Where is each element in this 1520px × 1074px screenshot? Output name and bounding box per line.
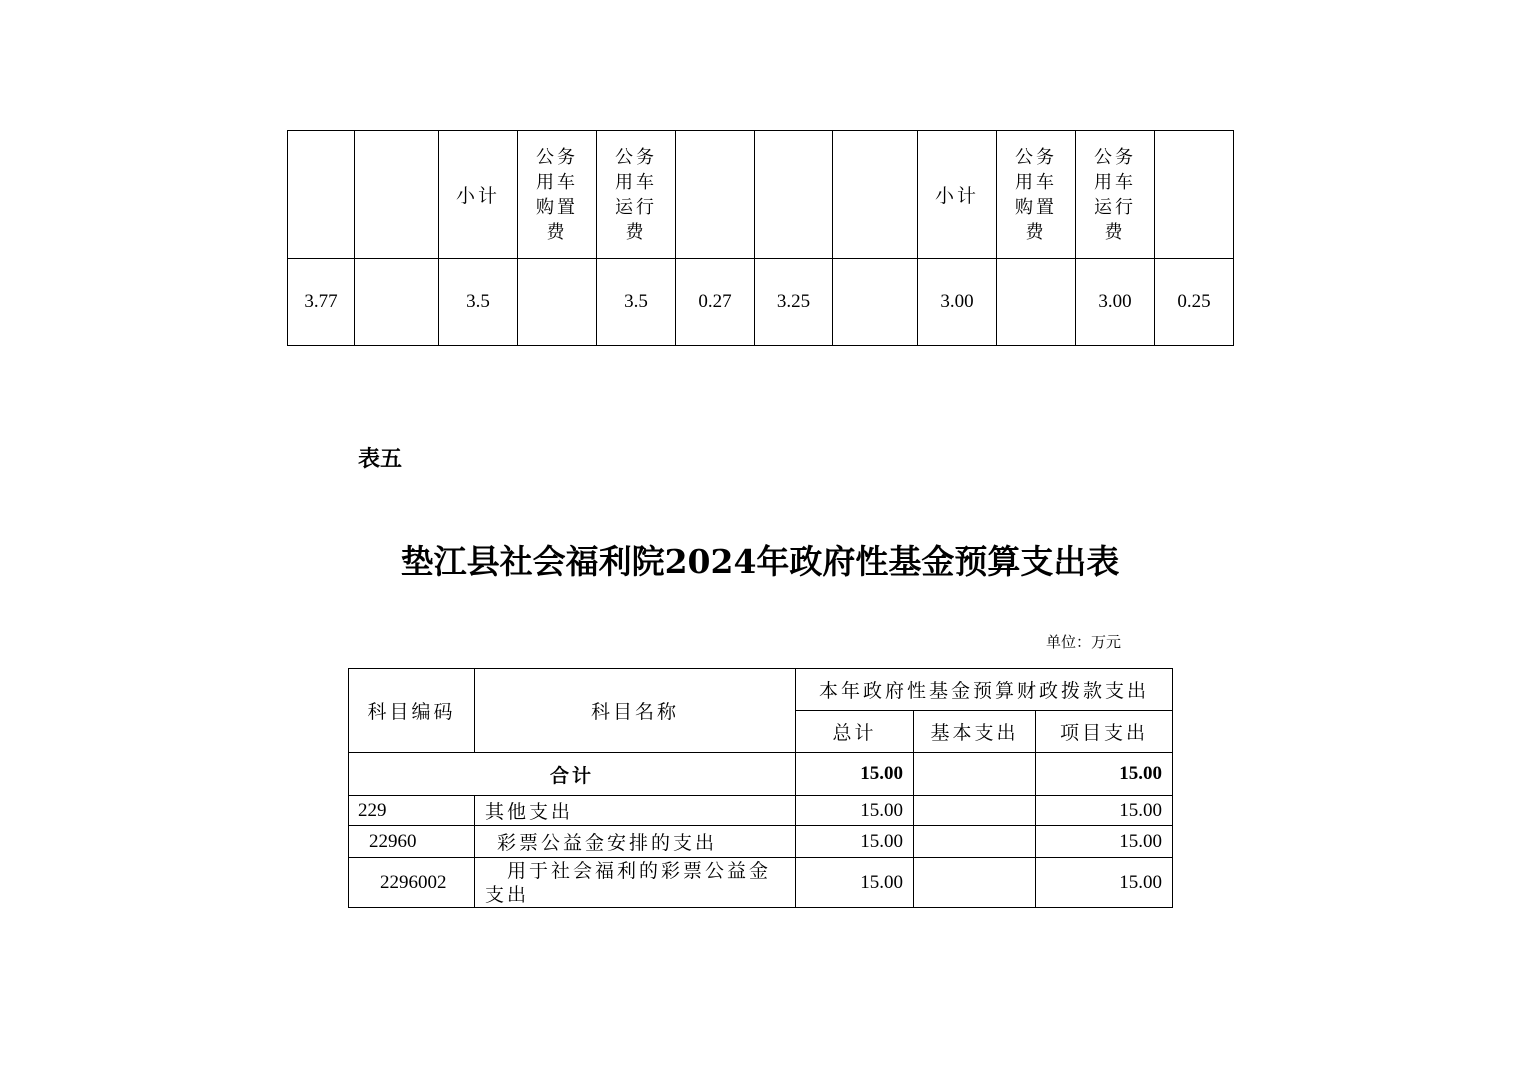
header-text-line: 购置 [536, 196, 578, 218]
header-text-line: 用车 [1015, 171, 1057, 193]
row-project: 15.00 [1036, 826, 1173, 858]
header-text-line: 费 [1025, 221, 1047, 243]
row-total: 15.00 [796, 796, 914, 826]
header-car-purchase [997, 131, 1076, 259]
header-car-purchase [518, 131, 597, 259]
value-cell [518, 259, 597, 346]
header-cell-empty [288, 131, 355, 259]
table-label: 表五 [358, 447, 403, 472]
value-cell: 3.5 [439, 259, 518, 346]
header-subtotal: 小计 [439, 131, 518, 259]
header-cell-empty [755, 131, 833, 259]
header-cell-empty [676, 131, 755, 259]
value-cell: 3.77 [288, 259, 355, 346]
header-car-operation [597, 131, 676, 259]
header-group: 本年政府性基金预算财政拨款支出 [796, 669, 1173, 711]
header-text-line: 公务 [1015, 146, 1057, 168]
value-cell: 0.27 [676, 259, 755, 346]
header-text-line: 用车 [536, 171, 578, 193]
value-cell: 0.25 [1155, 259, 1234, 346]
value-cell [833, 259, 918, 346]
total-row [349, 753, 1173, 796]
header-subtotal: 小计 [918, 131, 997, 259]
header-text-line: 公务 [536, 146, 578, 168]
header-cell-empty [833, 131, 918, 259]
row-total: 15.00 [796, 826, 914, 858]
header-car-operation [1076, 131, 1155, 259]
row-name: 用于社会福利的彩票公益金支出 [475, 858, 796, 908]
row-project: 15.00 [1036, 796, 1173, 826]
expense-continuation-table [287, 130, 1234, 346]
value-cell: 3.00 [918, 259, 997, 346]
total-basic [914, 753, 1036, 796]
table-row [349, 858, 1173, 908]
total-label: 合计 [349, 753, 796, 796]
header-text-line: 费 [1104, 221, 1126, 243]
value-cell: 3.00 [1076, 259, 1155, 346]
header-cell-empty [355, 131, 439, 259]
unit-label: 单位：万元 [1046, 633, 1122, 651]
header-text-line: 公务 [1094, 146, 1136, 168]
row-total: 15.00 [796, 858, 914, 908]
header-name: 科目名称 [475, 669, 796, 753]
row-project: 15.00 [1036, 858, 1173, 908]
header-text-line: 用车 [615, 171, 657, 193]
row-basic [914, 796, 1036, 826]
row-code: 229 [349, 796, 475, 826]
value-cell [997, 259, 1076, 346]
header-text-line: 运行 [1094, 196, 1136, 218]
table-row [288, 259, 1234, 346]
header-text-line: 费 [625, 221, 647, 243]
table-header-row [288, 131, 1234, 259]
value-cell: 3.25 [755, 259, 833, 346]
row-code: 22960 [349, 826, 475, 858]
header-project: 项目支出 [1036, 711, 1173, 753]
total-project: 15.00 [1036, 753, 1173, 796]
header-text-line: 公务 [615, 146, 657, 168]
header-total: 总计 [796, 711, 914, 753]
row-basic [914, 826, 1036, 858]
header-text-line: 运行 [615, 196, 657, 218]
fund-budget-table [348, 668, 1173, 908]
table-row [349, 796, 1173, 826]
row-name: 彩票公益金安排的支出 [475, 826, 796, 858]
header-text-line: 用车 [1094, 171, 1136, 193]
header-cell-empty [1155, 131, 1234, 259]
header-basic: 基本支出 [914, 711, 1036, 753]
header-code: 科目编码 [349, 669, 475, 753]
row-code: 2296002 [349, 858, 475, 908]
row-name: 其他支出 [475, 796, 796, 826]
value-cell: 3.5 [597, 259, 676, 346]
total-total: 15.00 [796, 753, 914, 796]
table-header-row [349, 669, 1173, 711]
table-row [349, 826, 1173, 858]
page-title: 垫江县社会福利院2024年政府性基金预算支出表 [400, 542, 1120, 581]
header-text-line: 费 [546, 221, 568, 243]
row-basic [914, 858, 1036, 908]
value-cell [355, 259, 439, 346]
header-text-line: 购置 [1015, 196, 1057, 218]
